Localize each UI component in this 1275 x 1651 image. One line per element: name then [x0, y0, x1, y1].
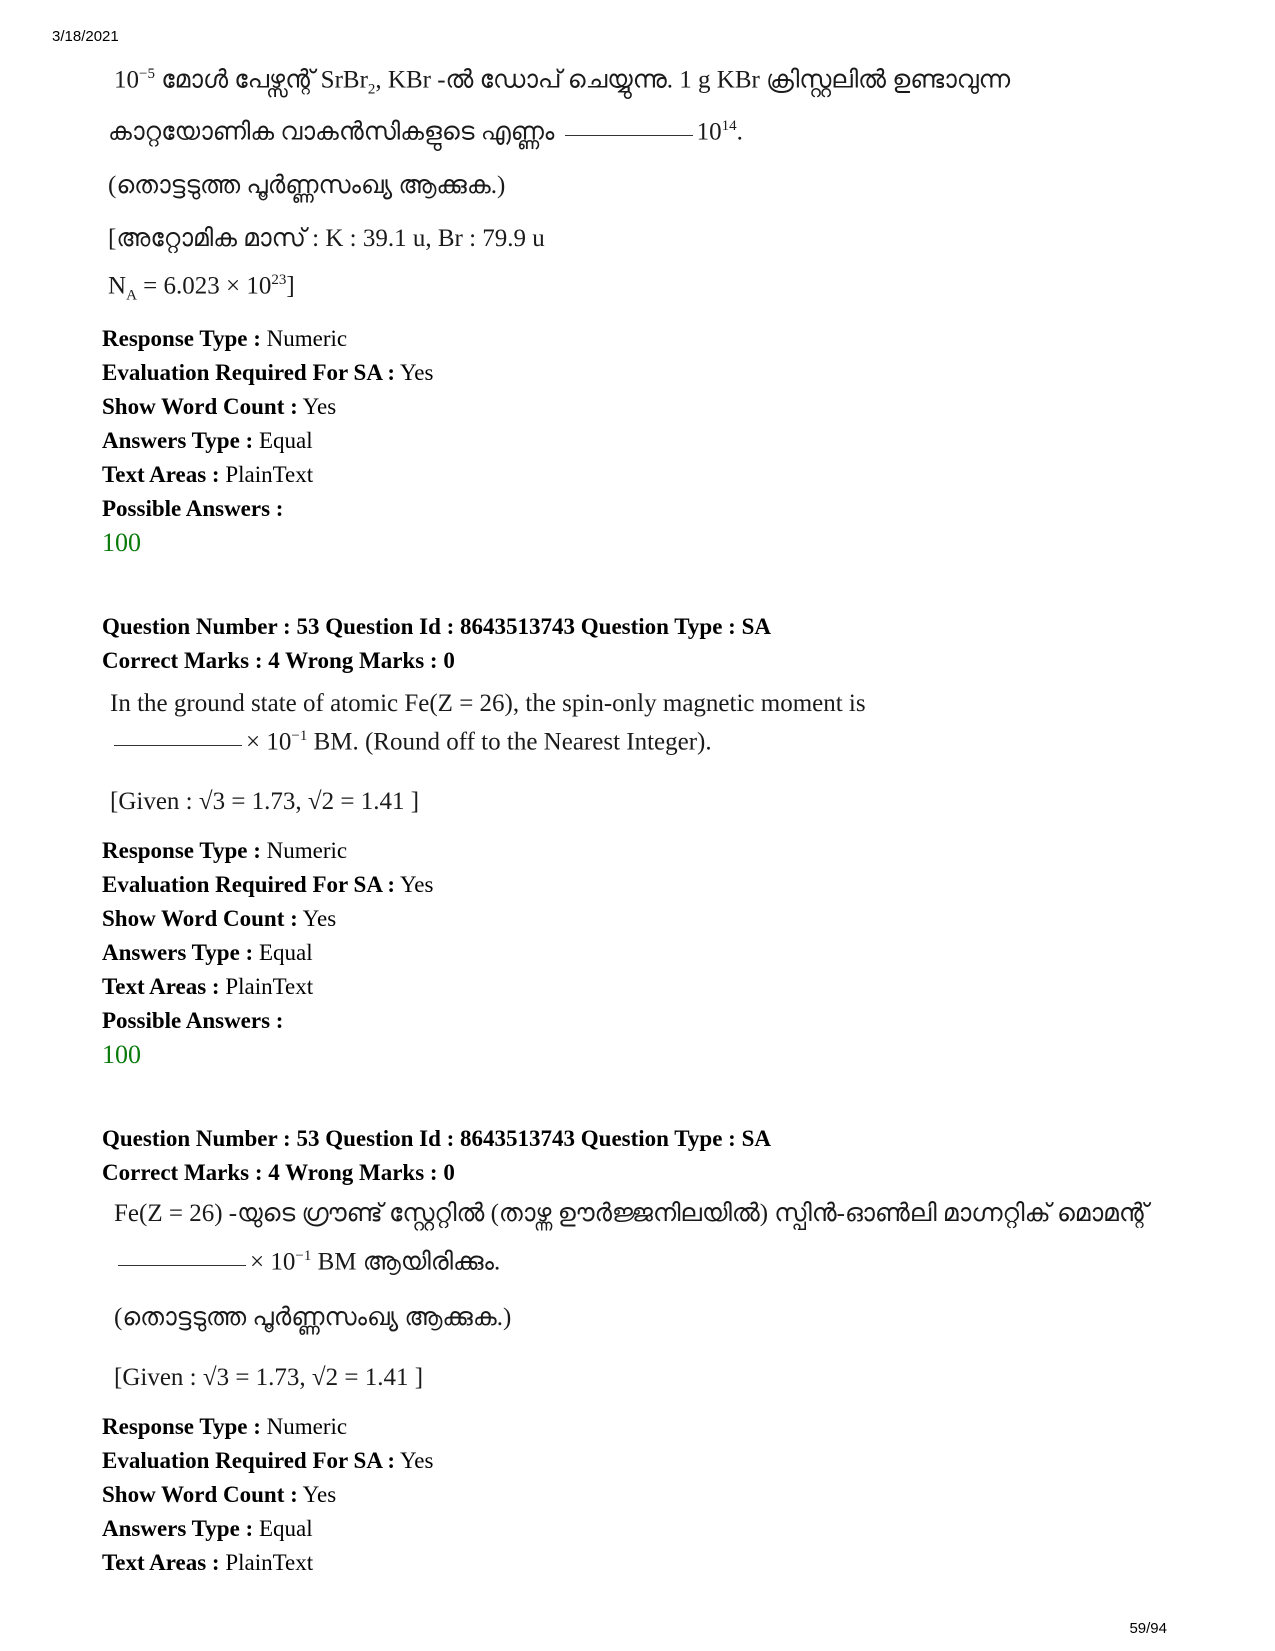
question-text: ] [286, 272, 295, 300]
question-text: കാറ്റയോണിക വാകൻസികളുടെ എണ്ണം [108, 118, 555, 146]
evaluation-required [102, 356, 433, 390]
meta-value: Numeric [260, 326, 348, 351]
meta-label: Response Type : [102, 326, 261, 351]
question-text: BM. (Round off to the Nearest Integer). [307, 728, 712, 756]
question-instruction: (തൊട്ടടുത്ത പൂർണ്ണസംഖ്യ ആക്കുക.) [114, 1304, 512, 1331]
response-type [102, 322, 347, 356]
question-text: N [108, 272, 127, 300]
question-text: × 10 [246, 728, 292, 756]
response-type [102, 1410, 347, 1444]
meta-label: Possible Answers : [102, 1008, 284, 1033]
answer-blank [114, 744, 242, 746]
question-instruction: (തൊട്ടടുത്ത പൂർണ്ണസംഖ്യ ആക്കുക.) [108, 172, 506, 199]
show-word-count [102, 902, 336, 936]
meta-label: Text Areas : [102, 974, 220, 999]
answers-type [102, 1512, 313, 1546]
question-marks: Correct Marks : 4 Wrong Marks : 0 [102, 1160, 455, 1185]
text-areas [102, 1546, 313, 1580]
answer-blank [565, 134, 693, 136]
superscript: 14 [721, 118, 737, 134]
question-text: = 6.023 × 10 [136, 272, 272, 300]
question-text: , KBr -ൽ ഡോപ് ചെയ്യുന്നു. 1 g KBr ക്രിസ്റ്റലിൽ ഉണ്ടാവുന്ന [375, 66, 1011, 94]
meta-value: PlainText [219, 1550, 314, 1575]
subscript: A [126, 287, 137, 304]
possible-answer: 100 [102, 1040, 141, 1069]
show-word-count [102, 1478, 336, 1512]
question-line [114, 66, 1010, 98]
question-line [108, 272, 295, 304]
text-areas [102, 458, 313, 492]
meta-value: PlainText [219, 974, 314, 999]
question-header: Question Number : 53 Question Id : 8643513743 Question Type : SA [102, 614, 771, 639]
meta-label: Response Type : [102, 838, 261, 863]
question-text: In the ground state of atomic Fe(Z = 26), the spin-only magnetic moment is [110, 690, 866, 717]
question-text: BM ആയിരിക്കും. [311, 1248, 501, 1276]
possible-answers-label [102, 1004, 283, 1038]
meta-label: Show Word Count : [102, 906, 298, 931]
question-line [108, 118, 743, 146]
question-given: [Given : √3 = 1.73, √2 = 1.41 ] [114, 1364, 424, 1391]
question-line [114, 1248, 500, 1276]
meta-value: Yes [395, 1448, 434, 1473]
subscript: 2 [367, 81, 376, 98]
meta-value: Numeric [260, 1414, 348, 1439]
meta-value: Yes [297, 1482, 337, 1507]
show-word-count [102, 390, 336, 424]
superscript: −5 [139, 66, 155, 82]
meta-value: Yes [395, 360, 434, 385]
meta-value: Equal [253, 428, 313, 453]
superscript: −1 [291, 728, 308, 744]
answers-type [102, 424, 313, 458]
question-text: . [736, 118, 743, 146]
meta-value: Equal [253, 940, 313, 965]
response-type [102, 834, 347, 868]
meta-label: Answers Type : [102, 1516, 254, 1541]
answers-type [102, 936, 313, 970]
meta-label: Possible Answers : [102, 496, 284, 521]
question-text: മോൾ പേഴ്സന്റ് SrBr [154, 66, 368, 94]
meta-value: Numeric [260, 838, 348, 863]
question-text: × 10 [250, 1248, 296, 1276]
question-line [110, 728, 712, 756]
question-given: [അറ്റോമിക മാസ് : K : 39.1 u, Br : 79.9 u [108, 225, 545, 252]
question-text: 10 [114, 66, 139, 94]
meta-label: Answers Type : [102, 940, 254, 965]
meta-label: Evaluation Required For SA : [102, 1448, 396, 1473]
superscript: 23 [271, 272, 287, 288]
print-date: 3/18/2021 [52, 28, 119, 45]
question-given: [Given : √3 = 1.73, √2 = 1.41 ] [110, 788, 420, 815]
meta-label: Show Word Count : [102, 1482, 298, 1507]
meta-value: Yes [297, 906, 337, 931]
question-text: Fe(Z = 26) -യുടെ ഗ്രൗണ്ട് സ്റ്റേറ്റിൽ (താഴ്ന്ന ഊർജ്ജനിലയിൽ) സ്പിൻ-ഓൺലി മാഗ്നറ്റിക് മൊമന്റ് [114, 1200, 1149, 1227]
meta-label: Evaluation Required For SA : [102, 872, 396, 897]
meta-label: Show Word Count : [102, 394, 298, 419]
question-marks: Correct Marks : 4 Wrong Marks : 0 [102, 648, 455, 673]
text-areas [102, 970, 313, 1004]
meta-label: Text Areas : [102, 462, 220, 487]
superscript: −1 [295, 1248, 312, 1264]
question-text: 10 [696, 118, 722, 146]
meta-label: Text Areas : [102, 1550, 220, 1575]
meta-value: Yes [395, 872, 434, 897]
meta-label: Evaluation Required For SA : [102, 360, 396, 385]
evaluation-required [102, 868, 433, 902]
meta-label: Response Type : [102, 1414, 261, 1439]
meta-label: Answers Type : [102, 428, 254, 453]
meta-value: PlainText [219, 462, 314, 487]
possible-answers-label [102, 492, 283, 526]
evaluation-required [102, 1444, 433, 1478]
possible-answer: 100 [102, 528, 141, 557]
question-header: Question Number : 53 Question Id : 8643513743 Question Type : SA [102, 1126, 771, 1151]
answer-blank [118, 1264, 246, 1266]
meta-value: Equal [253, 1516, 313, 1541]
page-number: 59/94 [1129, 1620, 1167, 1637]
meta-value: Yes [297, 394, 337, 419]
